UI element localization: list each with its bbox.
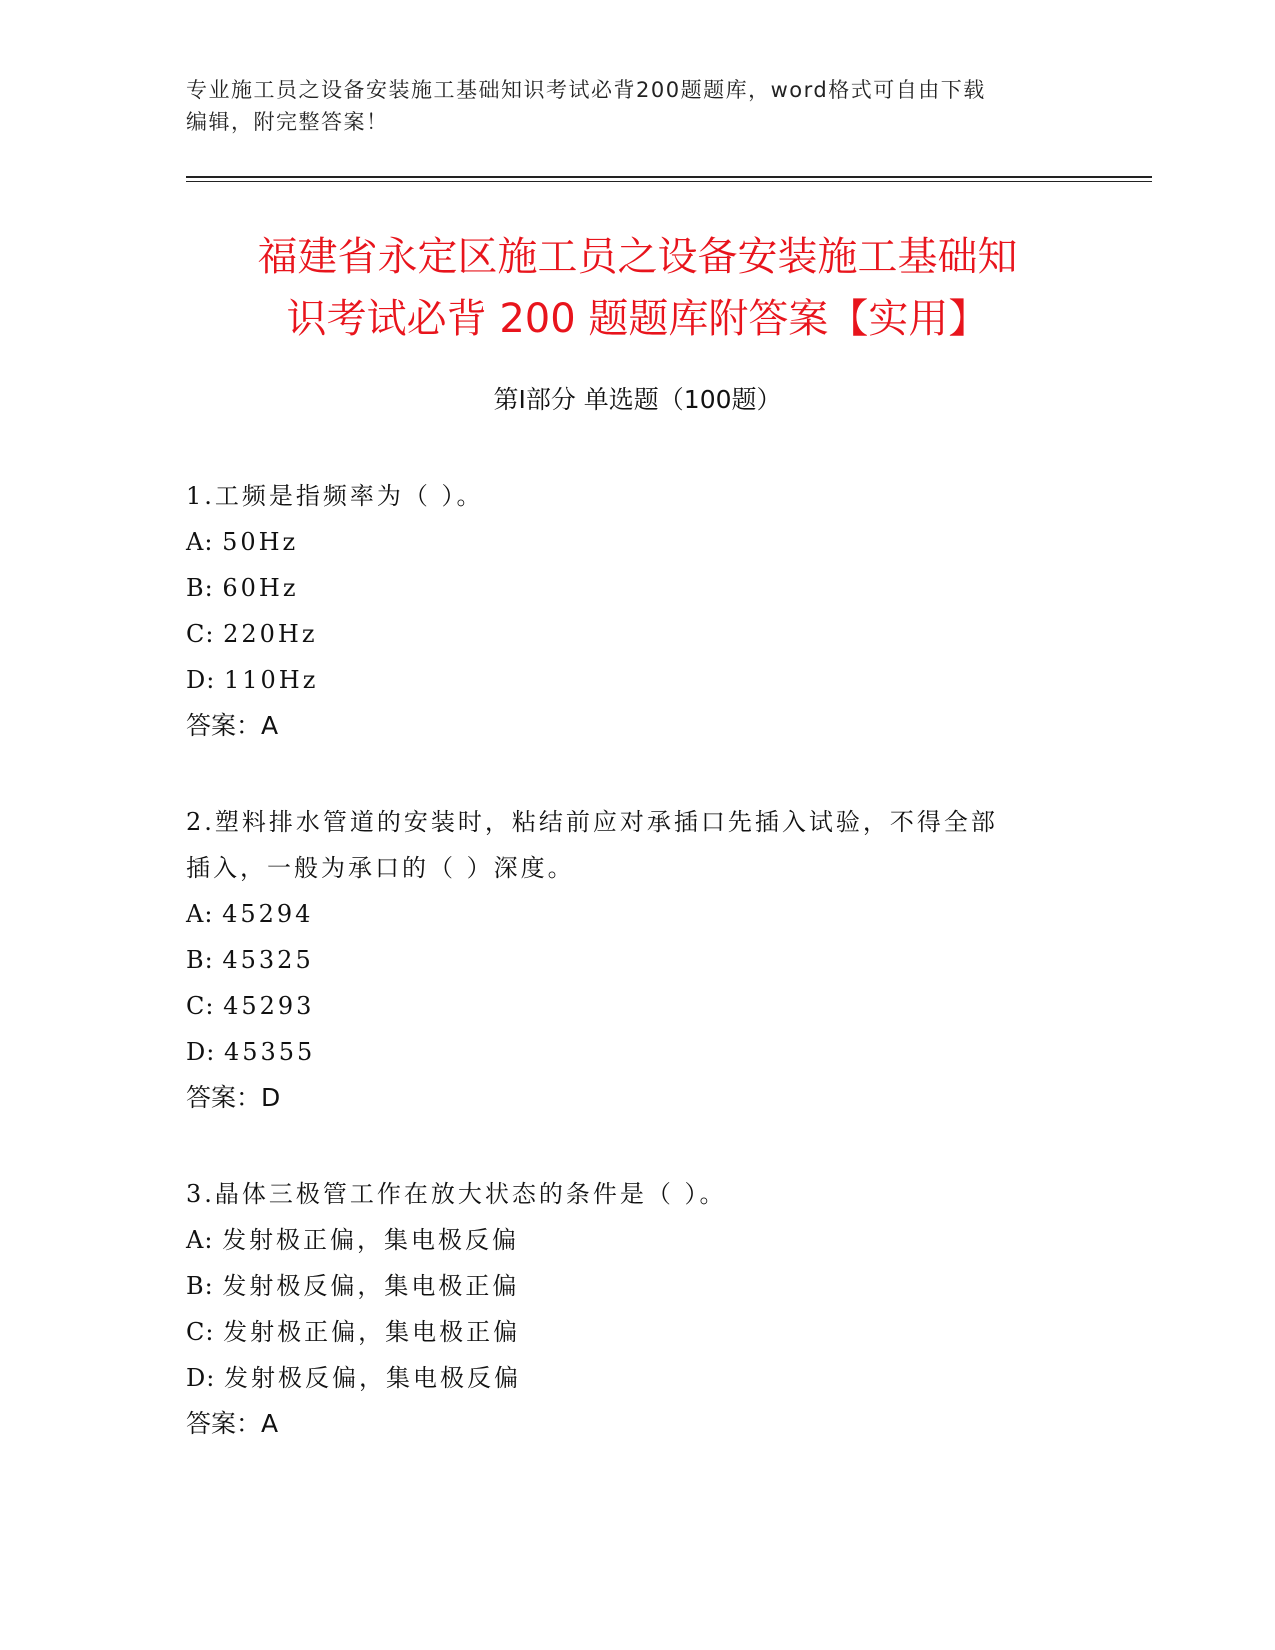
- question-stem: 插入，一般为承口的（ ）深度。: [186, 854, 575, 882]
- option-label: C:: [186, 992, 215, 1020]
- option-text: 45293: [223, 992, 315, 1020]
- option-b: [186, 1263, 1086, 1309]
- answer: 答案：A: [186, 711, 279, 740]
- section-title: 第Ⅰ部分 单选题（100题）: [493, 385, 782, 414]
- option-d: [186, 1355, 1086, 1401]
- option-label: A:: [186, 1226, 214, 1254]
- option-text: 45355: [223, 1038, 316, 1066]
- header-note-line: 编辑，附完整答案！: [186, 110, 389, 134]
- option-a: [186, 1217, 1086, 1263]
- answer: 答案：D: [186, 1083, 281, 1112]
- option-c: [186, 611, 1086, 657]
- option-label: D:: [186, 1038, 216, 1066]
- option-text: 发射极正偏，集电极正偏: [223, 1318, 521, 1346]
- option-text: 发射极反偏，集电极正偏: [222, 1272, 520, 1300]
- option-label: A:: [186, 900, 214, 928]
- header-note-line: 专业施工员之设备安装施工基础知识考试必背200题题库，word格式可自由下载: [186, 78, 986, 102]
- question-3: [186, 1171, 1086, 1447]
- option-d: [186, 1029, 1086, 1075]
- option-text: 110Hz: [223, 666, 319, 694]
- document-title-line: 福建省永定区施工员之设备安装施工基础知: [257, 234, 1018, 280]
- header-rule-thin: [186, 181, 1152, 182]
- answer: 答案：A: [186, 1409, 279, 1438]
- option-label: C:: [186, 620, 215, 648]
- option-label: B:: [186, 1272, 214, 1300]
- option-a: [186, 891, 1086, 937]
- header-note: [186, 74, 1086, 138]
- option-d: [186, 657, 1086, 703]
- option-b: [186, 937, 1086, 983]
- option-text: 发射极正偏，集电极反偏: [222, 1226, 520, 1254]
- question-2: [186, 799, 1086, 1121]
- question-list: [186, 473, 1086, 1497]
- option-a: [186, 519, 1086, 565]
- question-1: [186, 473, 1086, 749]
- option-label: C:: [186, 1318, 215, 1346]
- option-label: B:: [186, 946, 214, 974]
- option-text: 45294: [222, 900, 314, 928]
- document-title-line: 识考试必背 200 题题库附答案【实用】: [286, 296, 989, 342]
- option-text: 60Hz: [222, 574, 299, 602]
- header-rule-thick: [186, 176, 1152, 178]
- option-text: 45325: [222, 946, 314, 974]
- document-title: [150, 226, 1125, 350]
- option-text: 50Hz: [222, 528, 299, 556]
- option-label: D:: [186, 666, 216, 694]
- option-label: B:: [186, 574, 214, 602]
- option-text: 发射极反偏，集电极反偏: [223, 1364, 521, 1392]
- option-c: [186, 983, 1086, 1029]
- option-label: A:: [186, 528, 214, 556]
- question-stem: 3.晶体三极管工作在放大状态的条件是（ ）。: [186, 1180, 727, 1208]
- question-stem: 2.塑料排水管道的安装时，粘结前应对承插口先插入试验，不得全部: [186, 808, 998, 836]
- option-label: D:: [186, 1364, 216, 1392]
- question-stem: 1.工频是指频率为（ ）。: [186, 482, 484, 510]
- option-b: [186, 565, 1086, 611]
- option-c: [186, 1309, 1086, 1355]
- option-text: 220Hz: [223, 620, 318, 648]
